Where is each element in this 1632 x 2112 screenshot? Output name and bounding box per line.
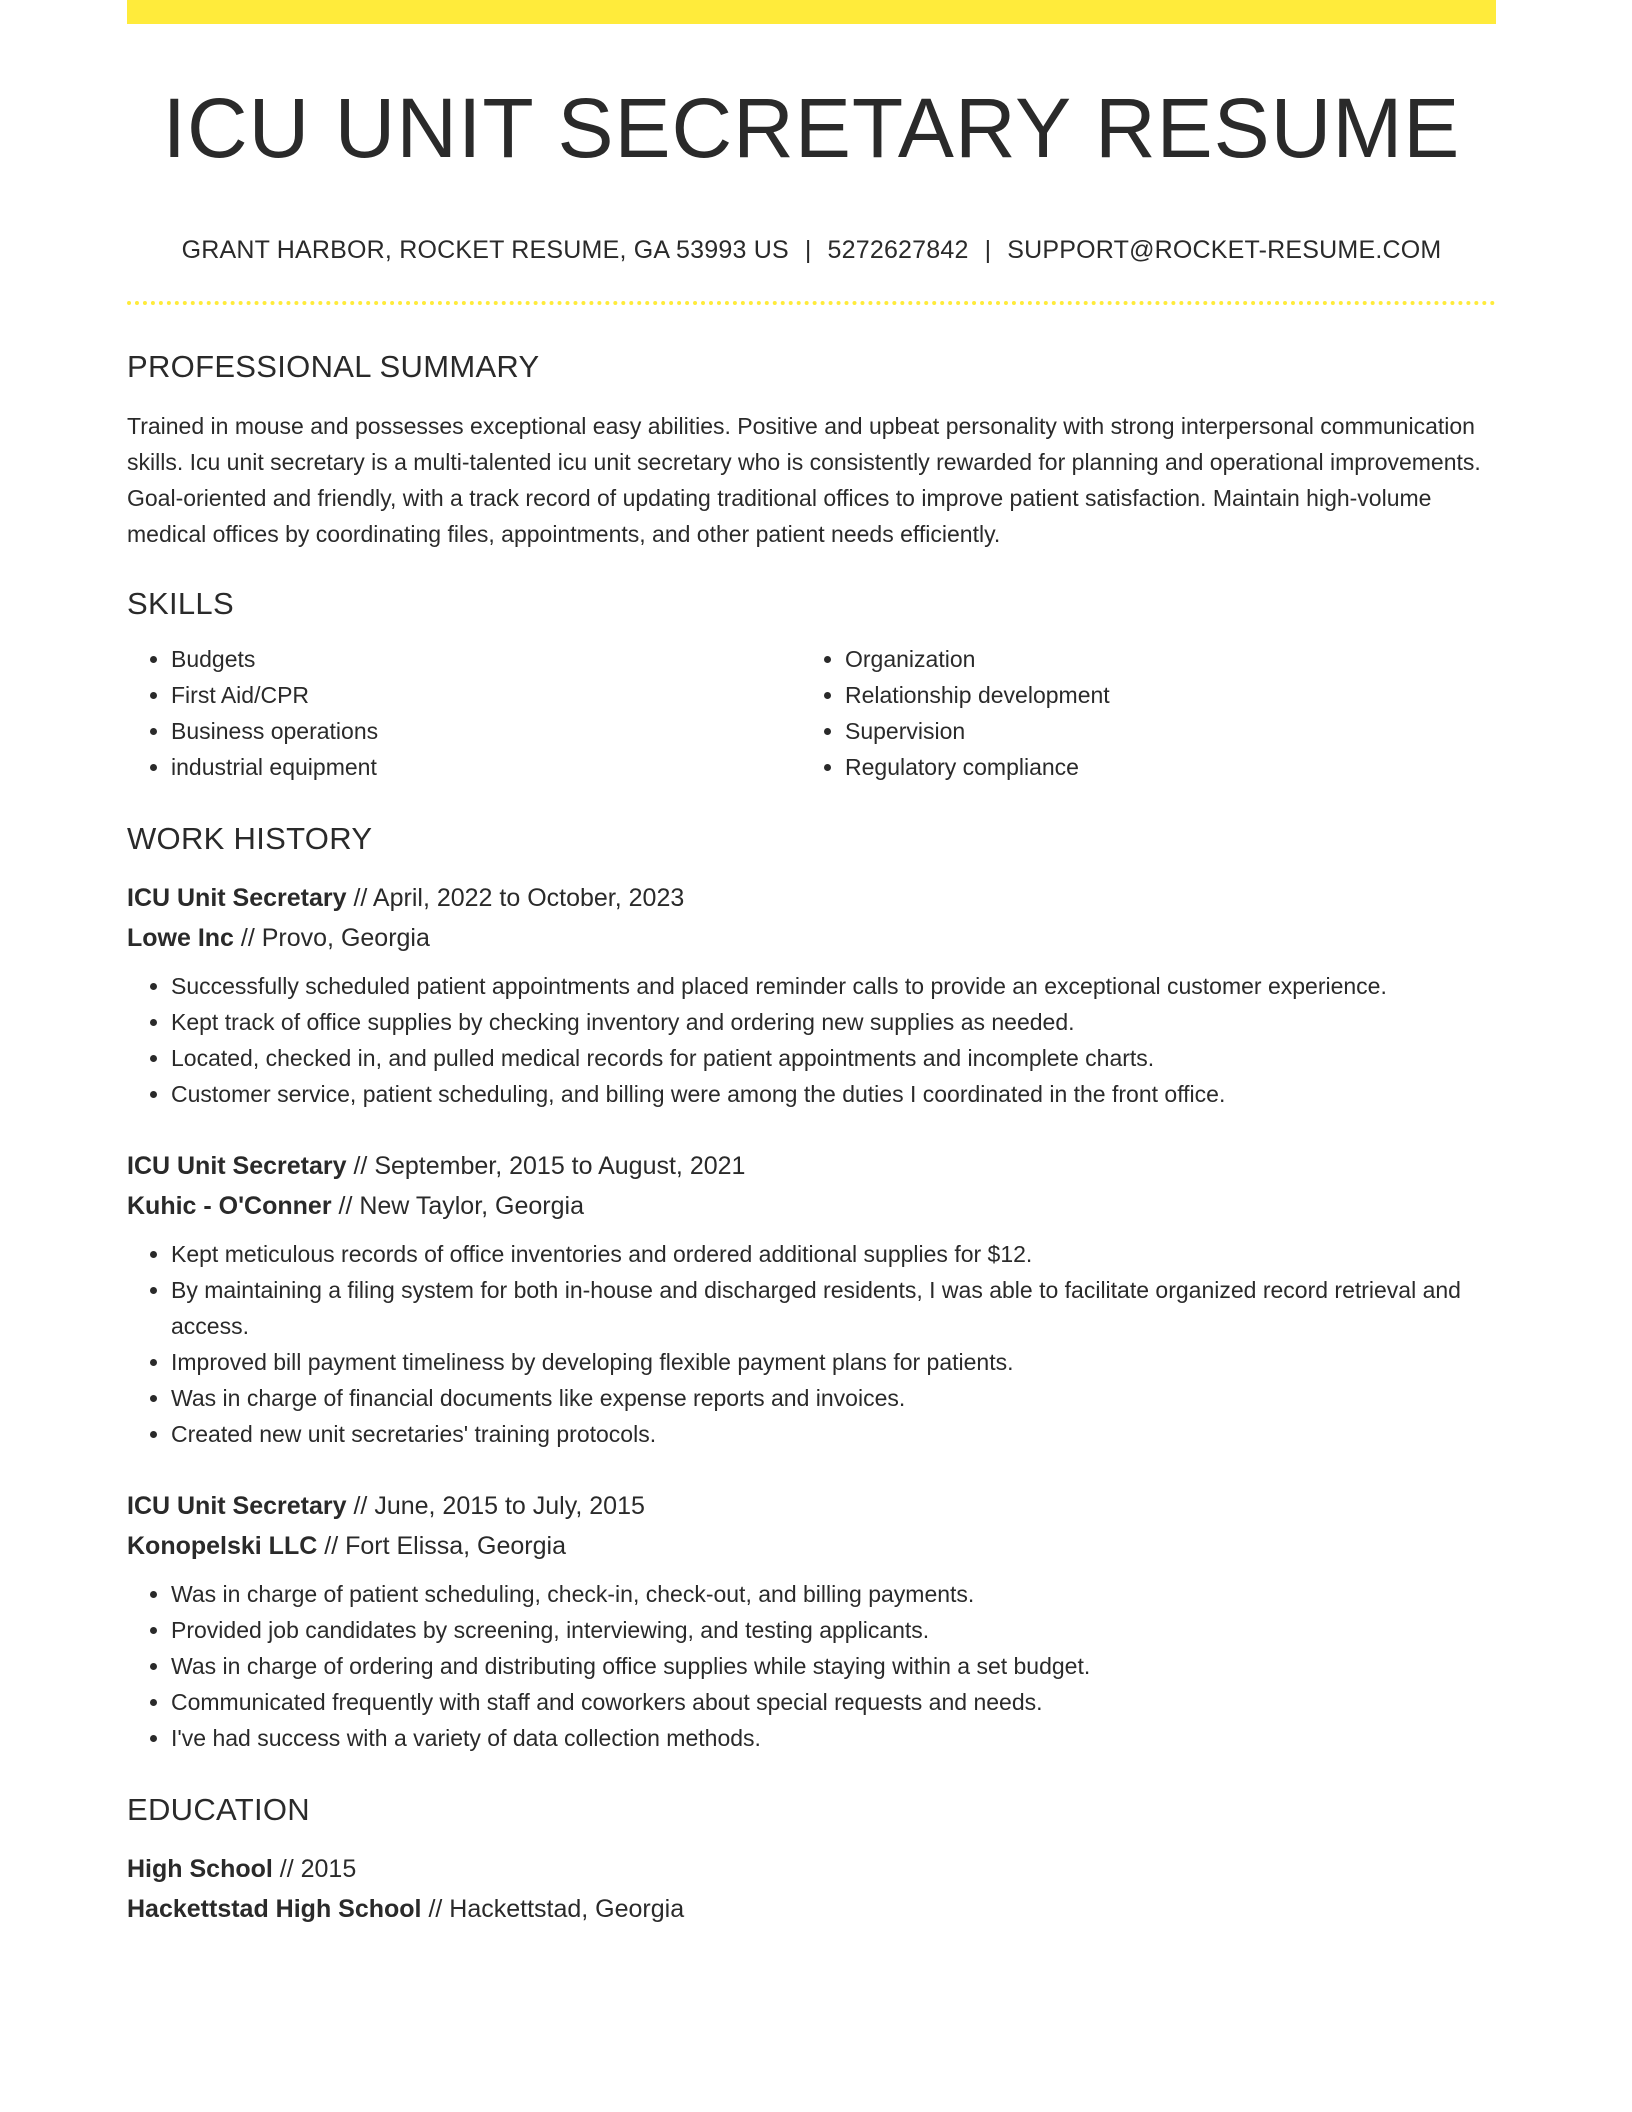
job-title: ICU Unit Secretary — [127, 884, 347, 912]
job-company-line — [127, 1186, 1496, 1226]
contact-line — [127, 238, 1496, 263]
job-bullets — [127, 968, 1496, 1112]
job-bullet: • Located, checked in, and pulled medical records for patient appointments and incomplete charts. — [171, 1040, 1496, 1076]
job-bullets — [127, 1576, 1496, 1756]
job-location: // Provo, Georgia — [233, 924, 430, 952]
job-dates: // June, 2015 to July, 2015 — [346, 1492, 645, 1520]
job-location: // Fort Elissa, Georgia — [317, 1532, 566, 1560]
education-school: Hackettstad High School — [127, 1895, 422, 1923]
top-accent-bar — [127, 0, 1496, 24]
job-company: Konopelski LLC — [127, 1532, 318, 1560]
education-year: // 2015 — [272, 1855, 357, 1883]
job-bullet: • Successfully scheduled patient appointments and placed reminder calls to provide an exceptional customer experience. — [171, 968, 1496, 1004]
job-title: ICU Unit Secretary — [127, 1152, 347, 1180]
skill-item: • First Aid/CPR — [171, 677, 801, 713]
skill-item: • Relationship development — [845, 677, 1475, 713]
job-entry — [127, 1486, 1496, 1756]
dotted-divider — [127, 301, 1496, 305]
contact-phone: 5272627842 — [827, 236, 969, 264]
skill-item: • Business operations — [171, 713, 801, 749]
skills-column-right — [801, 641, 1475, 785]
resume-title: ICU UNIT SECRETARY RESUME — [162, 81, 1461, 175]
job-company: Kuhic - O'Conner — [127, 1192, 332, 1220]
job-bullet: • Was in charge of patient scheduling, check-in, check-out, and billing payments. — [171, 1576, 1496, 1612]
education-entry — [127, 1849, 1496, 1929]
resume-page — [127, 0, 1496, 1929]
skills-list — [127, 641, 1496, 785]
skill-item: • Regulatory compliance — [845, 749, 1475, 785]
job-entry — [127, 878, 1496, 1112]
job-company: Lowe Inc — [127, 924, 234, 952]
job-bullets — [127, 1236, 1496, 1452]
job-title: ICU Unit Secretary — [127, 1492, 347, 1520]
skill-item: • Budgets — [171, 641, 801, 677]
job-bullet: • Was in charge of ordering and distributing office supplies while staying within a set budget. — [171, 1648, 1496, 1684]
job-bullet: • By maintaining a filing system for both in-house and discharged residents, I was able to facilitate organized record retrieval and access. — [171, 1272, 1496, 1344]
contact-address: GRANT HARBOR, ROCKET RESUME, GA 53993 US — [181, 236, 789, 264]
skill-item: • industrial equipment — [171, 749, 801, 785]
contact-email: SUPPORT@ROCKET-RESUME.COM — [1007, 236, 1442, 264]
job-title-line — [127, 1486, 1496, 1526]
contact-separator: | — [804, 236, 812, 264]
summary-heading: PROFESSIONAL SUMMARY — [127, 349, 540, 384]
job-bullet: • Created new unit secretaries' training protocols. — [171, 1416, 1496, 1452]
job-bullet: • Was in charge of financial documents like expense reports and invoices. — [171, 1380, 1496, 1416]
education-degree-line — [127, 1849, 1496, 1889]
job-bullet: • Communicated frequently with staff and coworkers about special requests and needs. — [171, 1684, 1496, 1720]
job-bullet: • Kept meticulous records of office inventories and ordered additional supplies for $12. — [171, 1236, 1496, 1272]
job-bullet: • Customer service, patient scheduling, and billing were among the duties I coordinated in the front office. — [171, 1076, 1496, 1112]
skills-heading: SKILLS — [127, 586, 234, 621]
work-history-heading: WORK HISTORY — [127, 821, 373, 856]
education-heading: EDUCATION — [127, 1792, 310, 1827]
skill-item: • Organization — [845, 641, 1475, 677]
skills-column-left — [127, 641, 801, 785]
job-bullet: • Kept track of office supplies by checking inventory and ordering new supplies as needed. — [171, 1004, 1496, 1040]
skill-item: • Supervision — [845, 713, 1475, 749]
job-company-line — [127, 918, 1496, 958]
education-school-line — [127, 1889, 1496, 1929]
job-entry — [127, 1146, 1496, 1452]
job-bullet: • I've had success with a variety of data collection methods. — [171, 1720, 1496, 1756]
job-company-line — [127, 1526, 1496, 1566]
job-bullet: • Improved bill payment timeliness by developing flexible payment plans for patients. — [171, 1344, 1496, 1380]
job-dates: // April, 2022 to October, 2023 — [346, 884, 685, 912]
job-location: // New Taylor, Georgia — [331, 1192, 584, 1220]
job-bullet: • Provided job candidates by screening, interviewing, and testing applicants. — [171, 1612, 1496, 1648]
summary-text: Trained in mouse and possesses exceptional easy abilities. Positive and upbeat personality with strong interpersonal communication skills. Icu unit secretary is a multi-talented icu unit secretary who is consistently rewarded for planning and operational improvements. Goal-oriented and friendly, with a track record of updating traditional offices to improve patient satisfaction. Maintain high-volume medical offices by coordinating files, appointments, and other patient needs efficiently. — [127, 413, 1481, 547]
education-degree: High School — [127, 1855, 273, 1883]
job-title-line — [127, 878, 1496, 918]
education-location: // Hackettstad, Georgia — [421, 1895, 685, 1923]
job-dates: // September, 2015 to August, 2021 — [346, 1152, 746, 1180]
contact-separator: | — [984, 236, 992, 264]
job-title-line — [127, 1146, 1496, 1186]
